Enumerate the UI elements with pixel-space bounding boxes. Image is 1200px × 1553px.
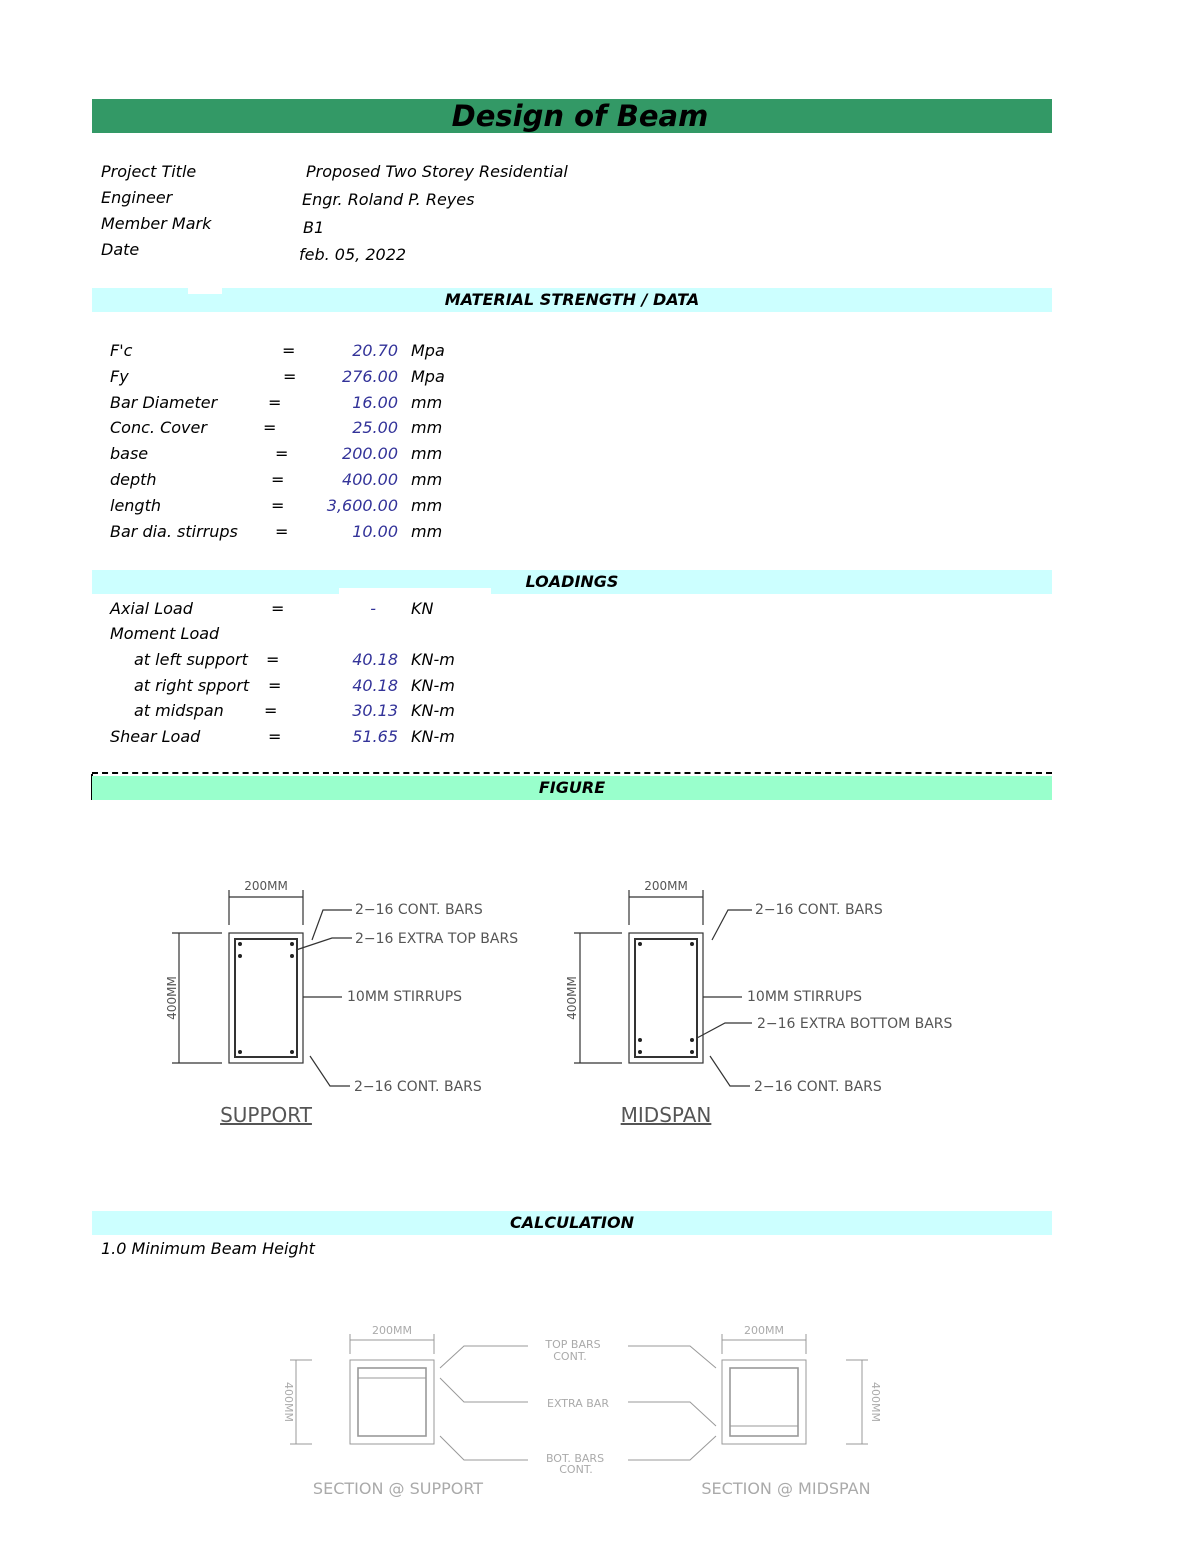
moment-left-value: 40.18: [352, 650, 398, 669]
equals-sign: =: [266, 650, 280, 669]
beam-section-figure: [0, 860, 1200, 1140]
moment-load-label: Moment Load: [110, 624, 220, 643]
material-unit: mm: [411, 418, 443, 437]
loading-row: [0, 724, 1200, 750]
equals-sign: =: [275, 522, 289, 541]
material-label: length: [110, 496, 161, 515]
midspan-extra-bot-label: 2−16 EXTRA BOTTOM BARS: [757, 1016, 953, 1032]
support-stirrup: [235, 939, 297, 1057]
equals-sign: =: [268, 727, 282, 746]
top-bars-label: TOP BARS: [545, 1338, 601, 1351]
loading-row: [0, 698, 1200, 724]
midspan-beam-outline: [629, 933, 703, 1063]
material-label: Conc. Cover: [110, 418, 207, 437]
material-value: 200.00: [342, 444, 398, 463]
section-support-outline: [350, 1360, 434, 1444]
support-extra-top-label: 2−16 EXTRA TOP BARS: [355, 931, 519, 947]
dashed-divider: [92, 772, 1052, 774]
material-row: [0, 390, 1200, 416]
title-banner: [92, 99, 1052, 133]
material-value: 400.00: [342, 470, 398, 489]
equals-sign: =: [268, 676, 282, 695]
material-row: [0, 338, 1200, 364]
loading-row: [0, 621, 1200, 647]
calculation-section-title: CALCULATION: [510, 1213, 634, 1232]
material-value: 276.00: [342, 367, 398, 386]
loadings-section-header: [92, 570, 1052, 594]
midspan-depth-label: 400MM: [565, 976, 579, 1020]
moment-mid-label: at midspan: [134, 701, 224, 720]
material-section-title: MATERIAL STRENGTH / DATA: [444, 290, 700, 309]
page-title: Design of Beam: [451, 99, 709, 133]
equals-sign: =: [263, 418, 277, 437]
engineer-label: Engineer: [101, 188, 173, 207]
support-caption: SUPPORT: [220, 1103, 312, 1127]
material-unit: Mpa: [411, 341, 445, 360]
support-bot-cont-label: 2−16 CONT. BARS: [354, 1079, 482, 1095]
material-label: Bar Diameter: [110, 393, 218, 412]
material-value: 25.00: [352, 418, 398, 437]
support-top-cont-label: 2−16 CONT. BARS: [355, 902, 483, 918]
engineer-value: Engr. Roland P. Reyes: [302, 190, 475, 209]
material-label: Fy: [110, 367, 129, 386]
material-label: base: [110, 444, 149, 463]
bot-bars-label: BOT. BARS: [545, 1452, 605, 1465]
axial-load-value: -: [370, 599, 376, 618]
material-row: [0, 493, 1200, 519]
material-section-header: [92, 288, 1052, 312]
material-value: 16.00: [352, 393, 398, 412]
support-depth-label: 400MM: [165, 976, 179, 1020]
loading-row: [0, 673, 1200, 699]
bot-cont-label: CONT.: [559, 1463, 593, 1476]
section-midspan-depth: 400MM: [869, 1382, 882, 1422]
material-row: [0, 519, 1200, 545]
figure-section-title: FIGURE: [538, 778, 606, 797]
midspan-stirrups-label: 10MM STIRRUPS: [747, 989, 863, 1005]
material-label: depth: [110, 470, 157, 489]
material-row: [0, 467, 1200, 493]
member-mark-label: Member Mark: [101, 214, 212, 233]
material-unit: mm: [411, 444, 443, 463]
equals-sign: =: [271, 599, 285, 618]
member-mark-value: B1: [303, 218, 325, 237]
equals-sign: =: [268, 393, 282, 412]
equals-sign: =: [282, 341, 296, 360]
material-label: F'c: [110, 341, 133, 360]
section-support-width: 200MM: [372, 1324, 412, 1337]
midspan-top-cont-label: 2−16 CONT. BARS: [755, 902, 883, 918]
loadings-section-title: LOADINGS: [525, 572, 619, 591]
material-unit: mm: [411, 470, 443, 489]
moment-left-label: at left support: [134, 650, 248, 669]
midspan-bot-cont-label: 2−16 CONT. BARS: [754, 1079, 882, 1095]
material-value: 20.70: [352, 341, 398, 360]
section-midspan-caption: SECTION @ MIDSPAN: [701, 1479, 871, 1498]
midspan-stirrup: [635, 939, 697, 1057]
header-gap: [339, 588, 491, 594]
equals-sign: =: [271, 496, 285, 515]
shear-load-value: 51.65: [352, 727, 398, 746]
shear-load-label: Shear Load: [110, 727, 201, 746]
material-value: 3,600.00: [326, 496, 398, 515]
date-label: Date: [101, 240, 140, 259]
support-beam-outline: [229, 933, 303, 1063]
moment-right-value: 40.18: [352, 676, 398, 695]
material-unit: Mpa: [411, 367, 445, 386]
project-title-label: Project Title: [101, 162, 197, 181]
equals-sign: =: [264, 701, 278, 720]
loading-row: [0, 647, 1200, 673]
material-unit: mm: [411, 496, 443, 515]
moment-left-unit: KN-m: [411, 650, 455, 669]
header-gap: [188, 288, 222, 294]
equals-sign: =: [271, 470, 285, 489]
axial-load-label: Axial Load: [110, 599, 193, 618]
midspan-caption: MIDSPAN: [620, 1103, 712, 1127]
support-width-label: 200MM: [244, 879, 288, 893]
calc-item-title: 1.0 Minimum Beam Height: [101, 1239, 315, 1258]
section-support-caption: SECTION @ SUPPORT: [312, 1479, 484, 1498]
axial-load-unit: KN: [411, 599, 434, 618]
moment-right-unit: KN-m: [411, 676, 455, 695]
equals-sign: =: [275, 444, 289, 463]
material-row: [0, 441, 1200, 467]
support-stirrups-label: 10MM STIRRUPS: [347, 989, 463, 1005]
moment-mid-value: 30.13: [352, 701, 398, 720]
material-row: [0, 415, 1200, 441]
material-unit: mm: [411, 522, 443, 541]
section-midspan-outline: [722, 1360, 806, 1444]
section-midspan-width: 200MM: [744, 1324, 784, 1337]
figure-section-header: [92, 776, 1052, 800]
moment-right-label: at right spport: [134, 676, 250, 695]
loading-row: [0, 596, 1200, 622]
material-label: Bar dia. stirrups: [110, 522, 238, 541]
top-cont-label: CONT.: [553, 1350, 587, 1363]
extra-bar-label: EXTRA BAR: [547, 1397, 609, 1410]
shear-load-unit: KN-m: [411, 727, 455, 746]
moment-mid-unit: KN-m: [411, 701, 455, 720]
midspan-width-label: 200MM: [644, 879, 688, 893]
material-row: [0, 364, 1200, 390]
date-value: feb. 05, 2022: [299, 245, 407, 264]
beam-sections-drawing: [0, 1320, 1200, 1510]
section-support-depth: 400MM: [282, 1382, 295, 1422]
material-value: 10.00: [352, 522, 398, 541]
equals-sign: =: [283, 367, 297, 386]
material-unit: mm: [411, 393, 443, 412]
calculation-section-header: [92, 1211, 1052, 1235]
project-title-value: Proposed Two Storey Residential: [306, 162, 568, 181]
